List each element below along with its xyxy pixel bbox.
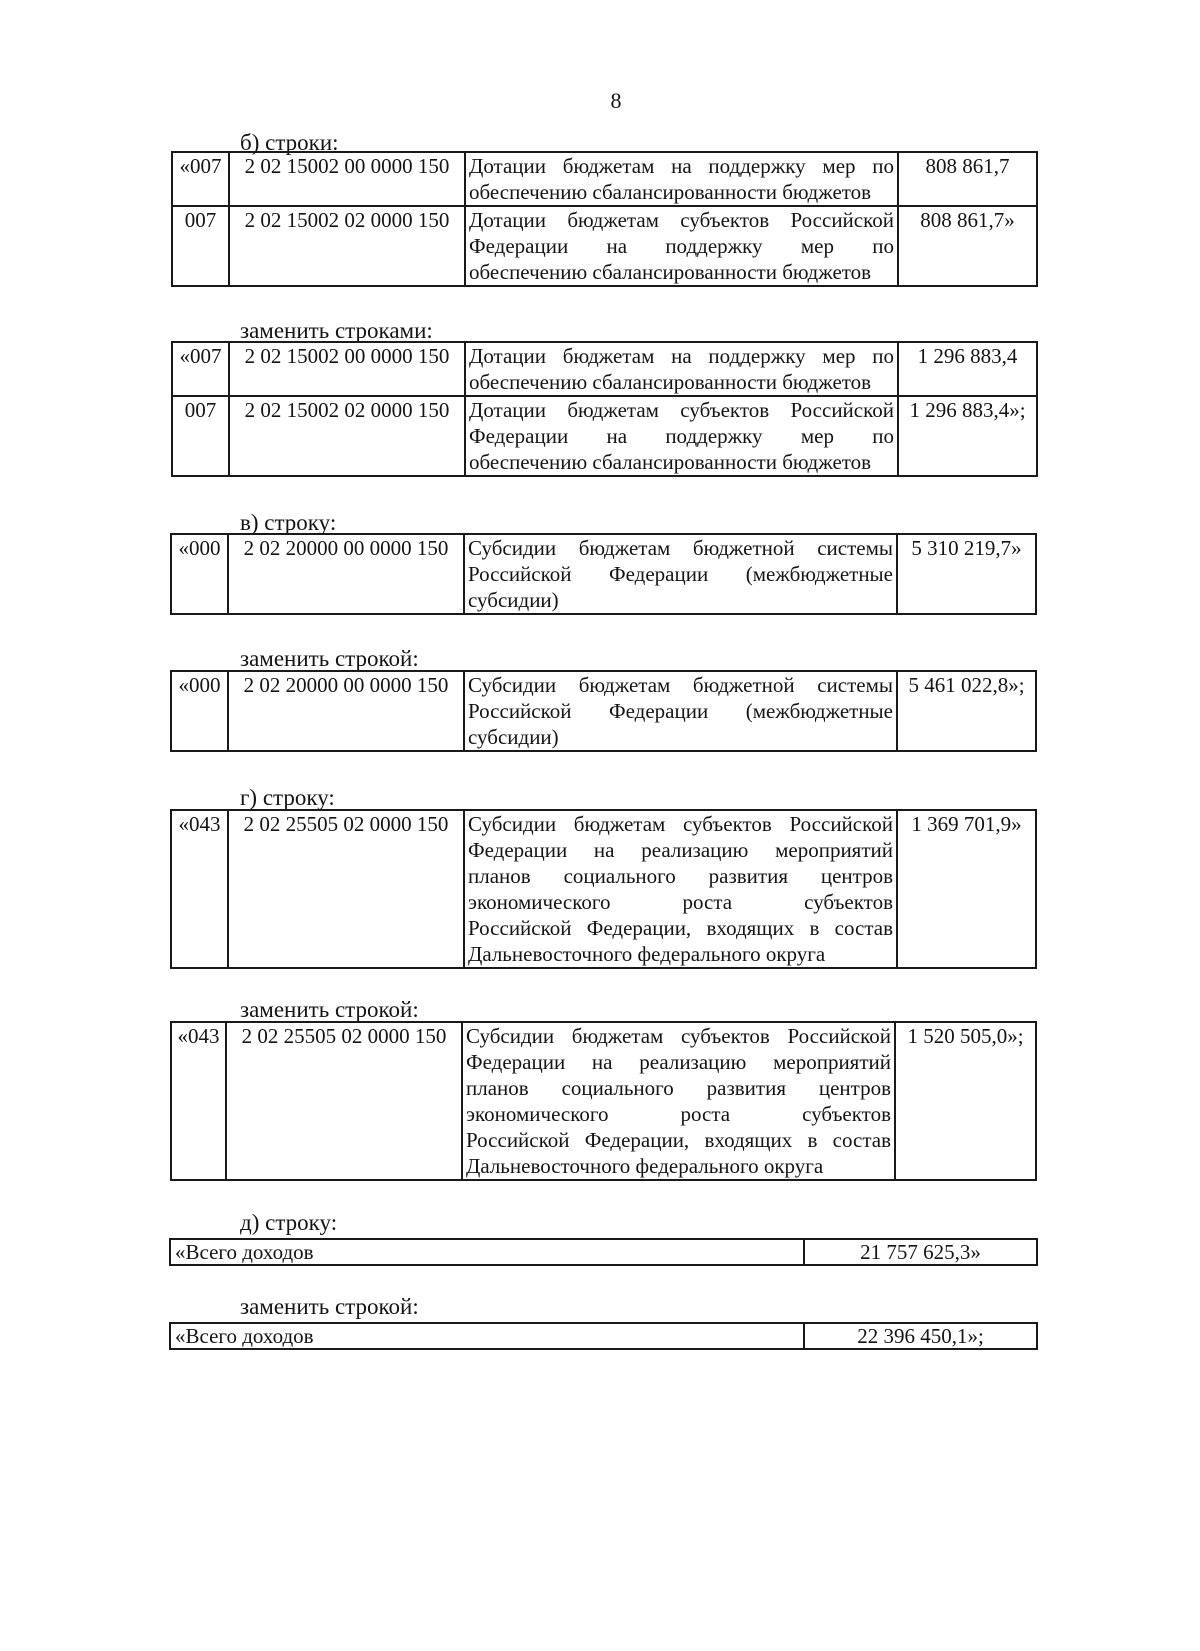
section-heading: заменить строкой: — [240, 646, 419, 671]
revenue-name-cell — [464, 671, 897, 751]
admin-code-cell: 007 — [172, 396, 229, 476]
revenue-name-line: Субсидии бюджетам субъектов Российской — [466, 1024, 891, 1048]
revenue-name-line: планов социального развития центров — [466, 1076, 891, 1100]
budget-classification-code-cell: 2 02 20000 00 0000 150 — [228, 534, 464, 614]
revenue-name-line: обеспечению сбалансированности бюджетов — [469, 370, 872, 394]
table-row — [172, 342, 1037, 396]
amount-cell: 1 520 505,0»; — [895, 1022, 1036, 1180]
budget-classification-code-cell: 2 02 15002 00 0000 150 — [229, 342, 465, 396]
revenue-name-line: обеспечению сбалансированности бюджетов — [469, 260, 872, 284]
revenue-name-line: экономического роста субъектов — [466, 1102, 891, 1126]
total-label: «Всего доходов — [170, 1323, 804, 1349]
section-heading: д) строку: — [240, 1210, 338, 1235]
table-row — [171, 810, 1036, 968]
revenue-table — [170, 809, 1037, 969]
table-row — [172, 396, 1037, 476]
revenue-name-line: обеспечению сбалансированности бюджетов — [469, 180, 872, 204]
revenue-name-line: Российской Федерации (межбюджетные — [468, 562, 893, 586]
total-table — [169, 1322, 1038, 1350]
revenue-table — [170, 1021, 1037, 1181]
revenue-name-line: экономического роста субъектов — [468, 890, 893, 914]
revenue-name-line: Российской Федерации, входящих в состав — [468, 916, 893, 940]
admin-code-cell: «043 — [171, 810, 228, 968]
total-label: «Всего доходов — [170, 1239, 804, 1265]
revenue-name-line: Федерации на реализацию мероприятий — [468, 838, 893, 862]
revenue-name-cell — [465, 342, 898, 396]
revenue-name-line: Российской Федерации (межбюджетные — [468, 699, 893, 723]
amount-cell: 1 296 883,4»; — [898, 396, 1037, 476]
section-heading: б) строки: — [240, 130, 339, 155]
table-row — [171, 534, 1036, 614]
section-heading: заменить строкой: — [240, 1294, 419, 1319]
table-row — [172, 206, 1037, 286]
budget-classification-code-cell: 2 02 20000 00 0000 150 — [228, 671, 464, 751]
revenue-name-cell — [465, 396, 898, 476]
revenue-name-line: Федерации на поддержку мер по — [469, 424, 894, 448]
section-heading: в) строку: — [240, 510, 337, 535]
budget-classification-code-cell: 2 02 25505 02 0000 150 — [228, 810, 464, 968]
table-row — [171, 1022, 1036, 1180]
revenue-table — [171, 151, 1038, 287]
revenue-name-cell — [464, 810, 897, 968]
total-table — [169, 1238, 1038, 1266]
amount-cell: 808 861,7» — [898, 206, 1037, 286]
page-number: 8 — [610, 88, 622, 113]
amount-cell: 5 461 022,8»; — [897, 671, 1036, 751]
revenue-name-line: Дотации бюджетам субъектов Российской — [469, 208, 894, 232]
amount-cell: 808 861,7 — [898, 152, 1037, 206]
budget-classification-code-cell: 2 02 15002 00 0000 150 — [229, 152, 465, 206]
table-row — [172, 152, 1037, 206]
admin-code-cell: «000 — [171, 671, 228, 751]
revenue-name-line: планов социального развития центров — [468, 864, 893, 888]
revenue-name-line: Дальневосточного федерального округа — [466, 1154, 824, 1178]
revenue-name-line: Субсидии бюджетам бюджетной системы — [468, 673, 893, 697]
revenue-name-line: Федерации на поддержку мер по — [469, 234, 894, 258]
revenue-name-line: Дотации бюджетам субъектов Российской — [469, 398, 894, 422]
revenue-name-line: Дальневосточного федерального округа — [468, 942, 826, 966]
admin-code-cell: 007 — [172, 206, 229, 286]
budget-classification-code-cell: 2 02 25505 02 0000 150 — [226, 1022, 462, 1180]
budget-classification-code-cell: 2 02 15002 02 0000 150 — [229, 396, 465, 476]
revenue-name-line: субсидии) — [468, 588, 559, 612]
admin-code-cell: «007 — [172, 152, 229, 206]
total-row — [170, 1239, 1037, 1265]
revenue-name-cell — [464, 534, 897, 614]
section-heading: заменить строкой: — [240, 997, 419, 1022]
total-value: 21 757 625,3» — [804, 1239, 1037, 1265]
amount-cell: 1 296 883,4 — [898, 342, 1037, 396]
revenue-name-line: субсидии) — [468, 725, 559, 749]
revenue-name-line: обеспечению сбалансированности бюджетов — [469, 450, 872, 474]
revenue-name-line: Субсидии бюджетам субъектов Российской — [468, 812, 893, 836]
revenue-name-cell — [465, 206, 898, 286]
admin-code-cell: «007 — [172, 342, 229, 396]
revenue-name-line: Дотации бюджетам на поддержку мер по — [469, 344, 894, 368]
revenue-table — [170, 533, 1037, 615]
admin-code-cell: «043 — [171, 1022, 226, 1180]
revenue-table — [170, 670, 1037, 752]
budget-classification-code-cell: 2 02 15002 02 0000 150 — [229, 206, 465, 286]
admin-code-cell: «000 — [171, 534, 228, 614]
amount-cell: 5 310 219,7» — [897, 534, 1036, 614]
revenue-name-cell — [462, 1022, 895, 1180]
section-heading: заменить строками: — [240, 318, 433, 343]
revenue-name-cell — [465, 152, 898, 206]
table-row — [171, 671, 1036, 751]
revenue-name-line: Федерации на реализацию мероприятий — [466, 1050, 891, 1074]
section-heading: г) строку: — [240, 785, 335, 810]
total-value: 22 396 450,1»; — [804, 1323, 1037, 1349]
revenue-name-line: Субсидии бюджетам бюджетной системы — [468, 536, 893, 560]
revenue-table — [171, 341, 1038, 477]
amount-cell: 1 369 701,9» — [897, 810, 1036, 968]
total-row — [170, 1323, 1037, 1349]
revenue-name-line: Российской Федерации, входящих в состав — [466, 1128, 891, 1152]
revenue-name-line: Дотации бюджетам на поддержку мер по — [469, 154, 894, 178]
